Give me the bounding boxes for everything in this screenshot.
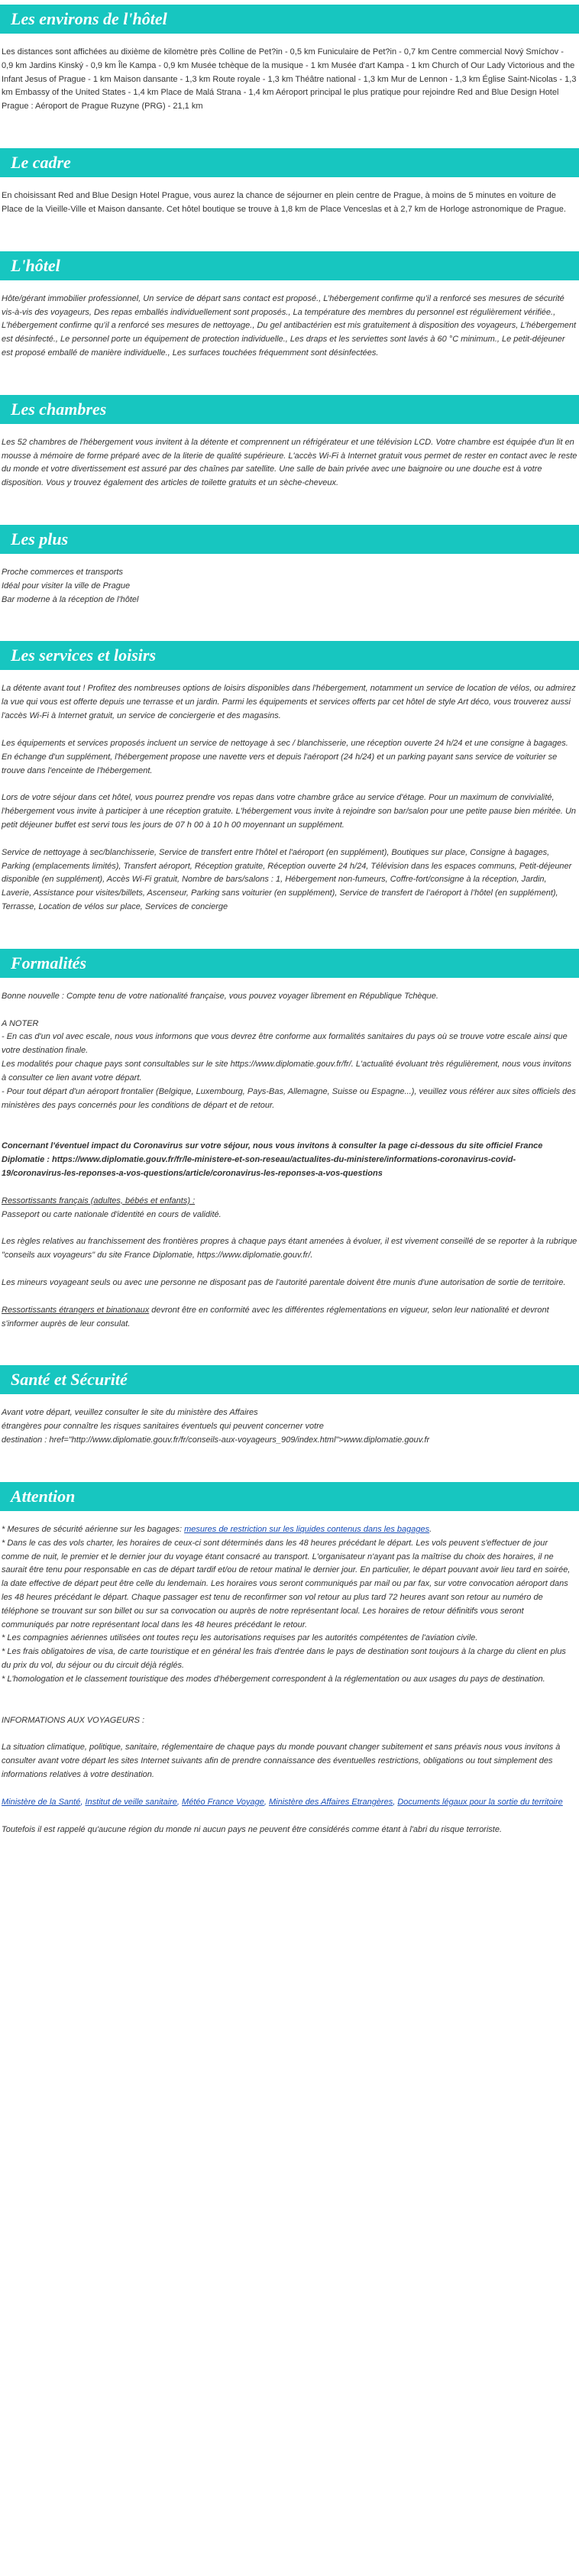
link-veille-sanitaire[interactable]: Institut de veille sanitaire: [85, 1797, 177, 1807]
sante-line: destination : href="http://www.diplomatie.gouv.fr/fr/conseils-aux-voyageurs_909/index.html">www.diplomatie.gouv.fr: [2, 1435, 430, 1445]
info-voyageurs-text: La situation climatique, politique, sanitaire, réglementaire de chaque pays du monde pouvant changer subitement et sans préavis nous vous invitons à consulter avant votre départ les sites Internet suivants afin de prendre connaissance des éventuelles restrictions, obligations ou tout simplement des informations relatives à votre destination.: [2, 1743, 561, 1780]
hotel-text: Hôte/gérant immobilier professionnel, Un service de départ sans contact est proposé., L’hébergement confirme qu’il a renforcé ses mesures de sécurité vis-à-vis des voyageurs, Des repas emballés individuellement sont proposés., La température des membres du personnel est régulièrement vérifiée., L’hébergement confirme qu’il a renforcé ses mesures de nettoyage., Du gel antibactérien est mis gratuitement à disposition des voyageurs, L’hébergement est désinfecté., Le personnel porte un équipement de protection individuelle., Les draps et les serviettes sont lavés à 60 °C minimum., Le petit-déjeuner est proposé emballé de manière individuelle., Les surfaces touchées fréquemment sont désinfectées.: [2, 293, 577, 358]
terrorism-notice: Toutefois il est rappelé qu'aucune région du monde ni aucun pays ne peuvent être considérés comme étant à l'abri du risque terroriste.: [2, 1824, 503, 1834]
section-title: Formalités: [0, 949, 579, 978]
attention-bullets: [2, 1523, 577, 1687]
note-line: - En cas d'un vol avec escale, nous vous informons que vous devrez être conforme aux formalités sanitaires du pays où se trouve votre escale ainsi que votre destination finale.: [2, 1032, 568, 1056]
foreign-nationals: [2, 1304, 577, 1332]
french-nationals-text: Passeport ou carte nationale d'identité en cours de validité.: [2, 1209, 222, 1219]
section-chambres: [0, 395, 579, 490]
plus-item: Idéal pour visiter la ville de Prague: [2, 581, 131, 591]
section-title: Les plus: [0, 525, 579, 554]
official-links: Ministère de la Santé, Institut de veille sanitaire, Météo France Voyage, Ministère des Affaires Etrangères, Documents légaux pour la sortie du territoire: [2, 1797, 563, 1807]
attention-bullet: * Les compagnies aériennes utilisées ont toutes reçu les autorisations requises par les autorités compétentes de l'aviation civile.: [2, 1633, 478, 1643]
french-nationals: [2, 1195, 577, 1222]
border-rules: Les règles relatives au franchissement des frontières propres à chaque pays étant amenées à évoluer, il est vivement conseillé de se reporter à la rubrique "conseils aux voyageurs" du site France Diplomatie, https://www.diplomatie.gouv.fr/.: [2, 1237, 577, 1260]
section-title: Les services et loisirs: [0, 641, 579, 670]
section-sante: [0, 1365, 579, 1447]
note-line: Les modalités pour chaque pays sont consultables sur le site https://www.diplomatie.gouv.fr/fr/. L'actualité évoluant très régulièrement, nous vous invitons à consulter ce lien avant votre départ.: [2, 1060, 572, 1083]
coronavirus-notice: Concernant l'éventuel impact du Coronavirus sur votre séjour, nous vous invitons à consulter la page ci-dessous du site officiel France Diplomatie : https://www.diplomatie.gouv.fr/fr/le-ministere-et-son-reseau/actualites-du-ministere/informations-coronavirus-covid-19/coronavirus-les-reponses-a-vos-questions/article/coronavirus-les-reponses-a-vos-questions: [2, 1141, 543, 1178]
section-hotel: [0, 251, 579, 361]
section-title: Attention: [0, 1482, 579, 1511]
bagages-suffix: .: [429, 1524, 432, 1534]
foreign-nationals-text: devront être en conformité avec les différentes réglementations en vigueur, selon leur nationalité et devront s'informer auprès de leur consulat.: [2, 1305, 549, 1328]
section-title: Les environs de l'hôtel: [0, 5, 579, 34]
note-line: A NOTER: [2, 1018, 39, 1028]
attention-bullet: * Les frais obligatoires de visa, de carte touristique et en général les frais d'entrée dans le pays de destination sont toujours à la charge du client en plus du prix du vol, du séjour ou du circuit déjà réglés.: [2, 1647, 566, 1670]
section-title: Santé et Sécurité: [0, 1365, 579, 1394]
sante-line: étrangères pour connaître les risques sanitaires éventuels qui peuvent concerner votre: [2, 1422, 324, 1432]
plus-item: Proche commerces et transports: [2, 568, 123, 577]
chambres-text: Les 52 chambres de l'hébergement vous invitent à la détente et comprennent un réfrigérateur et une télévision LCD. Votre chambre est équipée d'un lit en mousse à mémoire de forme préparé avec de la literie de qualité supérieure. L'accès Wi-Fi à Internet gratuit vous permet de rester en contact avec le reste du monde et votre divertissement est assuré par des chaînes par satellite. Une salle de bain privée avec une baignoire ou une douche est à votre disposition. Vous y trouvez également des articles de toilette gratuits et un sèche-cheveux.: [2, 437, 577, 488]
environs-text: Les distances sont affichées au dixième de kilomètre près Colline de Pet?in - 0,5 km Funiculaire de Pet?in - 0,7 km Centre commercial Nový Smíchov - 0,9 km Jardins Kinský - 0,9 km Île Kampa - 0,9 km Musée tchèque de la musique - 1 km Musée d'art Kampa - 1 km Church of Our Lady Victorious and the Infant Jesus of Prague - 1 km Maison dansante - 1,3 km Route royale - 1,3 km Théâtre national - 1,3 km Mur de Lennon - 1,3 km Église Saint-Nicolas - 1,3 km Embassy of the United States - 1,4 km Place de Malá Strana - 1,4 km Aéroport principal le plus pratique pour rejoindre Red and Blue Design Hotel Prague : Aéroport de Prague Ruzyne (PRG) - 21,1 km: [2, 47, 577, 112]
info-voyageurs-heading: INFORMATIONS AUX VOYAGEURS :: [2, 1715, 145, 1725]
bagages-prefix: * Mesures de sécurité aérienne sur les bagages:: [2, 1524, 185, 1534]
services-paragraph: La détente avant tout ! Profitez des nombreuses options de loisirs disponibles dans l'hébergement, notamment un service de location de vélos, ou admirez la vue qui vous est offerte depuis une terrasse et un jardin. Parmi les équipements et services offerts par cet hôtel de style Art déco, vous trouverez aussi l'accès Wi-Fi à Internet gratuit, un service de conciergerie et des magasins.: [2, 684, 576, 721]
section-services: [0, 641, 579, 914]
section-plus: [0, 525, 579, 607]
services-paragraph: Les équipements et services proposés incluent un service de nettoyage à sec / blanchisserie, une réception ouverte 24 h/24 et une consigne à bagages. En échange d'un supplément, l'hébergement propose une navette vers et depuis l'aéroport (24 h/24) et un parking payant sans service de voiturier se trouve dans l'enceinte de l'hébergement.: [2, 738, 568, 775]
services-paragraph: Lors de votre séjour dans cet hôtel, vous pourrez prendre vos repas dans votre chambre grâce au service d'étage. Pour un maximum de convivialité, l'hébergement vous invite à participer à une réception gratuite. L'hébergement vous invite à rejoindre son bar/salon pour une petite pause bien méritée. Un petit déjeuner buffet est servi tous les jours de 07 h 00 à 10 h 00 moyennant un supplément.: [2, 793, 577, 830]
section-formalites: [0, 949, 579, 1332]
link-meteo-france[interactable]: Météo France Voyage: [182, 1797, 264, 1807]
section-cadre: [0, 148, 579, 217]
formalites-note: [2, 1018, 577, 1113]
french-nationals-heading: Ressortissants français (adultes, bébés et enfants) :: [2, 1196, 196, 1205]
section-title: Les chambres: [0, 395, 579, 424]
section-attention: [0, 1482, 579, 1837]
sante-line: Avant votre départ, veuillez consulter le site du ministère des Affaires: [2, 1408, 258, 1418]
note-line: - Pour tout départ d'un aéroport frontalier (Belgique, Luxembourg, Pays-Bas, Allemagne, Suisse ou Espagne...), veuillez vous référer aux sites officiels des ministères des pays concernés pour les conditions de départ et de retour.: [2, 1086, 576, 1110]
link-ministere-sante[interactable]: Ministère de la Santé: [2, 1797, 81, 1807]
plus-item: Bar moderne à la réception de l'hôtel: [2, 594, 139, 604]
section-title: Le cadre: [0, 148, 579, 177]
attention-bullet: * L'homologation et le classement touristique des modes d'hébergement correspondent à la réglementation ou aux usages du pays de destination.: [2, 1674, 545, 1684]
foreign-nationals-heading: Ressortissants étrangers et binationaux: [2, 1305, 150, 1315]
cadre-text: En choisissant Red and Blue Design Hotel Prague, vous aurez la chance de séjourner en plein centre de Prague, à moins de 5 minutes en voiture de Place de la Vieille-Ville et Maison dansante. Cet hôtel boutique se trouve à 1,8 km de Place Venceslas et à 2,7 km de Horloge astronomique de Prague.: [2, 191, 566, 214]
link-affaires-etrangeres[interactable]: Ministère des Affaires Etrangères: [269, 1797, 393, 1807]
formalites-intro: Bonne nouvelle : Compte tenu de votre nationalité française, vous pouvez voyager librement en République Tchèque.: [2, 991, 438, 1001]
section-title: L'hôtel: [0, 251, 579, 280]
services-paragraph: Service de nettoyage à sec/blanchisserie, Service de transfert entre l'hôtel et l'aéroport (en supplément), Boutiques sur place, Consigne à bagages, Parking (emplacements limités), Transfert aéroport, Réception gratuite, Réception ouverte 24 h/24, Télévision dans les espaces communs, Petit-déjeuner disponible (en supplément), Accès Wi-Fi gratuit, Nombre de bars/salons : 1, Hébergement non-fumeurs, Coffre-fort/consigne à la réception, Jardin, Laverie, Assistance pour visites/billets, Ascenseur, Parking sans voiturier (en supplément), Service de transfert de l’aéroport à l’hôtel (en supplément), Terrasse, Location de vélos sur place, Services de concierge: [2, 847, 572, 911]
attention-bullet: * Dans le cas des vols charter, les horaires de ceux-ci sont déterminés dans les 48 heures précédant le départ. Les vols peuvent s'effectuer de jour comme de nuit, le premier et le dernier jour du voyage étant consacré au transport. L'organisateur n'ayant pas la maîtrise du choix des horaires, il ne saurait être tenu pour responsable en cas de départ tardif et/ou de retour matinal le dernier jour. En particulier, le départ pouvant avoir lieu tard en soirée, la date effective de départ peut être celle du lendemain. Les horaires vous seront communiqués par mail ou par fax, sur votre convocation aéroport dans les 48 heures précédant le départ. Chaque passager est tenu de reconfirmer son vol retour au plus tard 72 heures avant son retour au numéro de téléphone se trouvant sur son billet ou sur sa convocation ou auprès de notre représentant local. Les horaires de retour définitifs vous seront communiqués par notre représentant local dans les 48 heures précédant le retour.: [2, 1538, 571, 1629]
section-environs: [0, 5, 579, 114]
bagages-line: [2, 1523, 577, 1537]
minors-notice: Les mineurs voyageant seuls ou avec une personne ne disposant pas de l'autorité parentale doivent être munis d'une autorisation de sortie de territoire.: [2, 1278, 566, 1287]
link-documents-legaux[interactable]: Documents légaux pour la sortie du territoire: [397, 1797, 563, 1807]
liquides-restriction-link[interactable]: mesures de restriction sur les liquides contenus dans les bagages: [184, 1524, 430, 1534]
